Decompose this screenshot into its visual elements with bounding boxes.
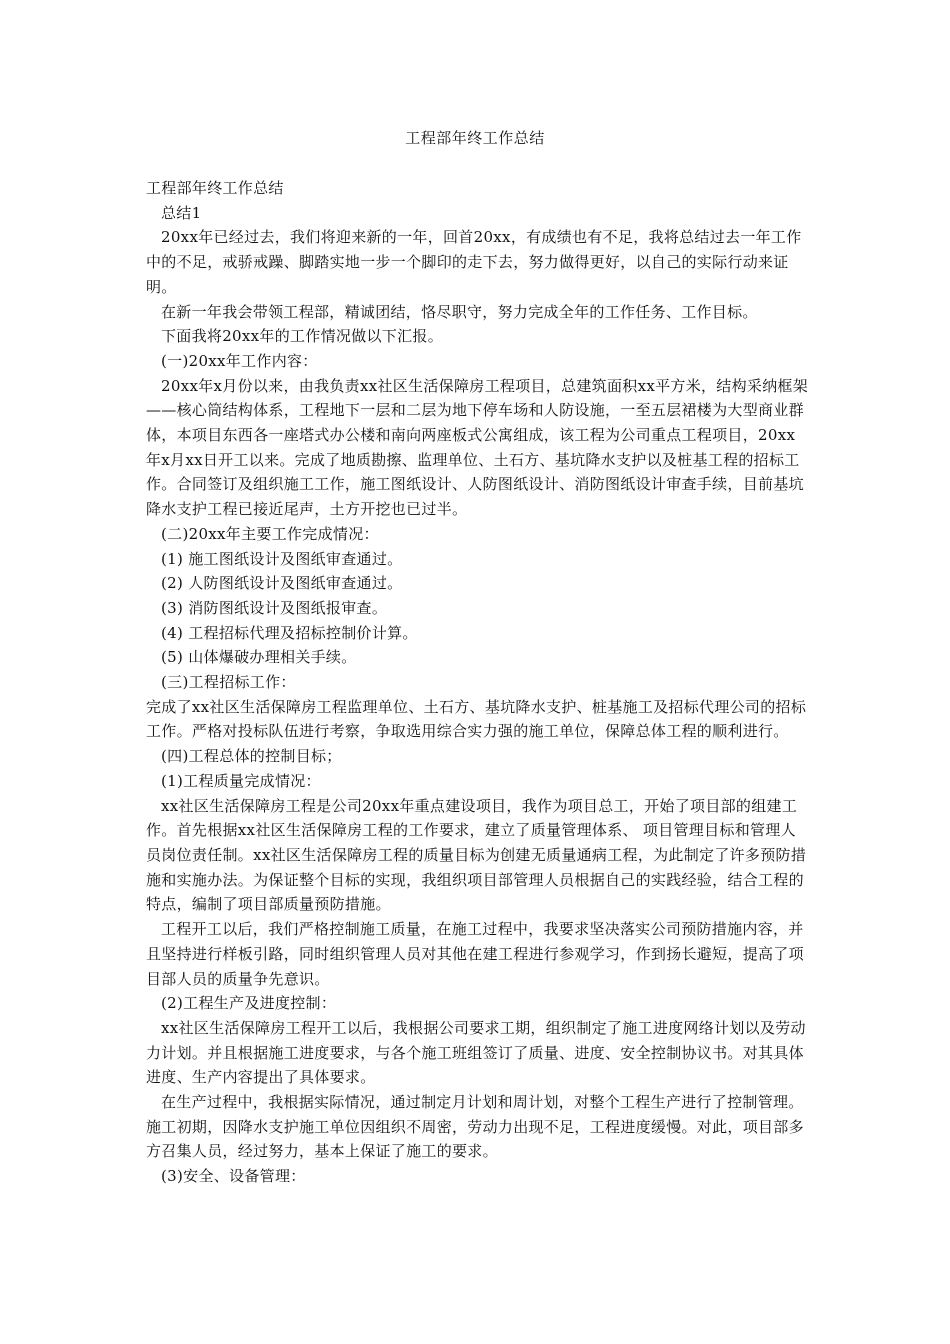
document-body bbox=[146, 176, 810, 1189]
subsection-heading: (2)工程生产及进度控制： bbox=[161, 994, 337, 1013]
paragraph-heading: 工程部年终工作总结 bbox=[146, 179, 284, 197]
paragraph: 20xx年x月份以来，由我负责xx社区生活保障房工程项目，总建筑面积xx平方米，结构采纳框架——核心筒结构体系，工程地下一层和二层为地下停车场和人防设施，一至五层裙楼为大型商业群体，本项目东西各一座塔式办公楼和南向两座板式公寓组成，该工程为公司重点工程项目，20xx年x月xx日开工以来。完成了地质勘擦、监理单位、土石方、基坑降水支护以及桩基工程的招标工作。合同签订及组织施工工作，施工图纸设计、人防图纸设计、消防图纸设计审查手续，目前基坑降水支护工程已接近尾声，土方开挖也已过半。 bbox=[146, 376, 809, 519]
list-item: (5) 山体爆破办理相关手续。 bbox=[161, 648, 357, 667]
paragraph: xx社区生活保障房工程开工以后，我根据公司要求工期，组织制定了施工进度网络计划以及劳动力计划。并且根据施工进度要求，与各个施工班组签订了质量、进度、安全控制协议书。对其具体进度、生产内容提出了具体要求。 bbox=[146, 1018, 806, 1087]
paragraph: 下面我将20xx年的工作情况做以下汇报。 bbox=[161, 327, 444, 346]
paragraph: 在新一年我会带领工程部，精诚团结，恪尽职守，努力完成全年的工作任务、工作目标。 bbox=[161, 302, 758, 321]
document-title: 工程部年终工作总结 bbox=[405, 129, 545, 147]
subsection-heading: (1)工程质量完成情况： bbox=[161, 771, 321, 790]
paragraph-summary-number: 总结1 bbox=[161, 203, 202, 222]
list-item: (4) 工程招标代理及招标控制价计算。 bbox=[161, 623, 418, 642]
section-heading: (一)20xx年工作内容： bbox=[161, 351, 318, 370]
list-item: (2) 人防图纸设计及图纸审查通过。 bbox=[161, 574, 403, 593]
paragraph: 20xx年已经过去，我们将迎来新的一年，回首20xx，有成绩也有不足，我将总结过去一年工作中的不足，戒骄戒躁、脚踏实地一步一个脚印的走下去，努力做得更好，以自己的实际行动来证明。 bbox=[146, 228, 802, 296]
paragraph: 在生产过程中，我根据实际情况，通过制定月计划和周计划，对整个工程生产进行了控制管理。施工初期，因降水支护施工单位因组织不周密，劳动力出现不足，工程进度缓慢。对此，项目部多方召集人员，经过努力，基本上保证了施工的要求。 bbox=[146, 1093, 804, 1161]
section-heading: (二)20xx年主要工作完成情况： bbox=[161, 524, 379, 543]
subsection-heading: (3)安全、设备管理： bbox=[161, 1167, 306, 1186]
paragraph: xx社区生活保障房工程是公司20xx年重点建设项目，我作为项目总工，开始了项目部的组建工作。首先根据xx社区生活保障房工程的工作要求，建立了质量管理体系、 项目管理目标和管理人员岗位责任制。xx社区生活保障房工程的质量目标为创建无质量通病工程，为此制定了许多预防措施和实施办法。为保证整个目标的实现，我组织项目部管理人员根据自己的实践经验，结合工程的特点，编制了项目部质量预防措施。 bbox=[146, 796, 807, 914]
paragraph: 完成了xx社区生活保障房工程监理单位、土石方、基坑降水支护、桩基施工及招标代理公司的招标工作。严格对投标队伍进行考察，争取选用综合实力强的施工单位，保障总体工程的顺利进行。 bbox=[146, 697, 807, 741]
paragraph: 工程开工以后，我们严格控制施工质量，在施工过程中，我要求坚决落实公司预防措施内容，并且坚持进行样板引路，同时组织管理人员对其他在建工程进行参观学习，作到扬长避短，提高了项目部人员的质量争先意识。 bbox=[146, 920, 804, 988]
section-heading: (四)工程总体的控制目标； bbox=[161, 747, 342, 766]
section-heading: (三)工程招标工作： bbox=[161, 673, 296, 692]
list-item: (1) 施工图纸设计及图纸审查通过。 bbox=[161, 549, 403, 568]
list-item: (3) 消防图纸设计及图纸报审查。 bbox=[161, 598, 388, 617]
